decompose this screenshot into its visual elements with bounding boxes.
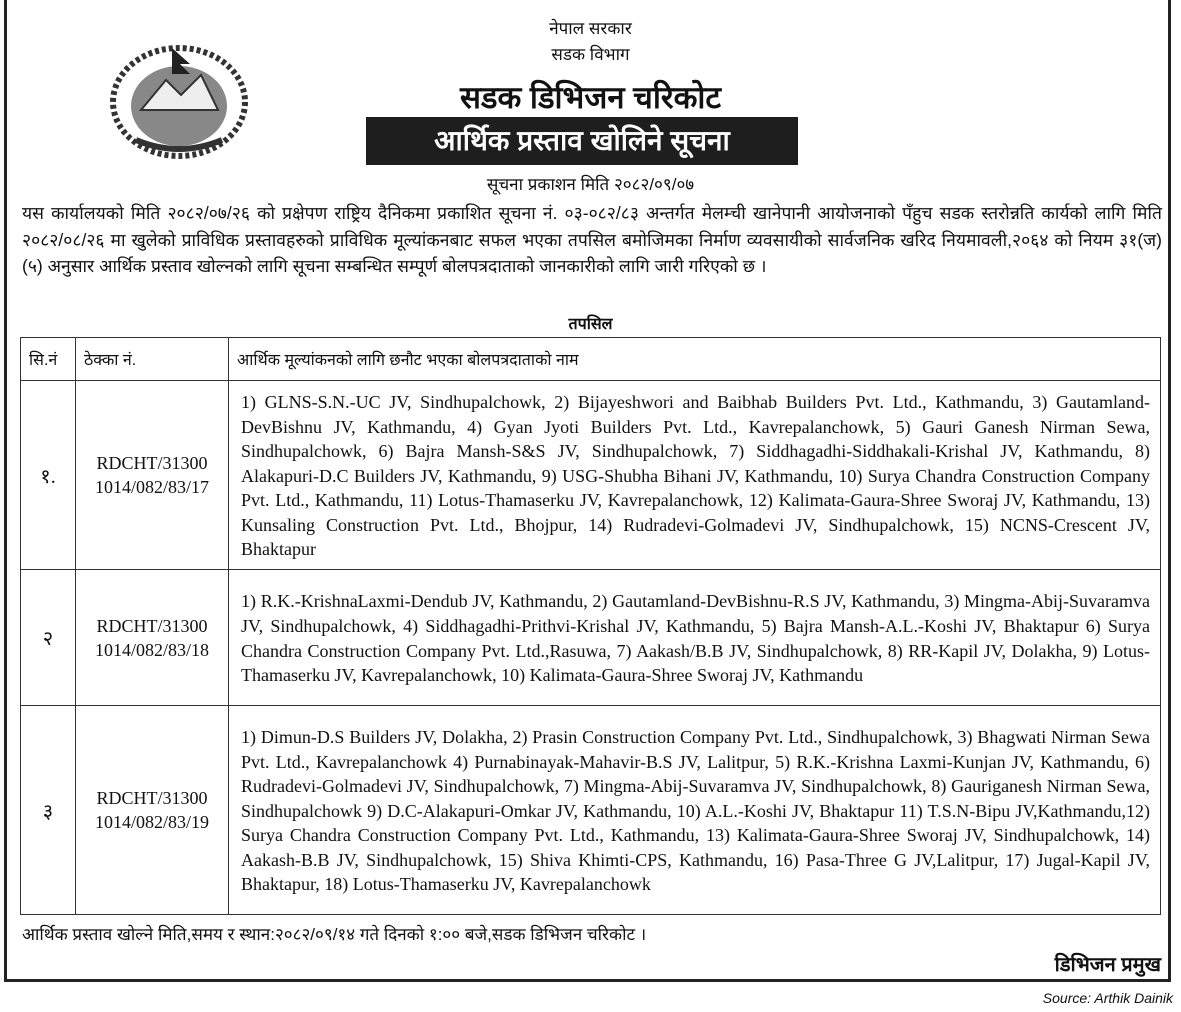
publication-date: सूचना प्रकाशन मिति २०८२/०९/०७ <box>486 175 695 194</box>
serial-number: १. <box>21 381 76 570</box>
source-credit: Source: Arthik Dainik <box>1042 990 1173 1006</box>
table-header-row <box>21 338 1161 381</box>
bidder-names: 1) GLNS-S.N.-UC JV, Sindhupalchowk, 2) Bijayeshwori and Baibhab Builders Pvt. Ltd., Kathmandu, 3) Gautamland-DevBishnu JV, Kathmandu, 4) Gyan Jyoti Builders Pvt. Ltd., Kavrepalanchowk, 5) Gauri Ganesh Nirman Sewa, Sindhupalchowk, 6) Bajra Mansh-S&S JV, Sindhupalchowk, 7) Siddhagadhi-Siddhakali-Krishal JV, Kathmandu, 8) Alakapuri-D.C Builders JV, Kathmandu, 9) USG-Shubha Bihani JV, Kathmandu, 10) Surya Chandra Construction Company Pvt. Ltd., Kathmandu, 11) Lotus-Thamaserku JV, Kavrepalanchowk, 12) Kalimata-Gaura-Shree Sworaj JV, Kathmandu, 13) Kunsaling Construction Pvt. Ltd., Bhojpur, 14) Rudradevi-Golmadevi JV, Sindhupalchowk, 15) NCNS-Crescent JV, Bhaktapur <box>229 381 1161 570</box>
header-bidders: आर्थिक मूल्यांकनको लागि छनौट भएका बोलपत्रदाताको नाम <box>229 338 1161 381</box>
bidder-names: 1) Dimun-D.S Builders JV, Dolakha, 2) Prasin Construction Company Pvt. Ltd., Sindhupalchowk, 3) Bhagwati Nirman Sewa Pvt. Ltd., Kavrepalanchowk 4) Purnabinayak-Mahavir-B.S JV, Lalitpur, 5) R.K.-Krishna Laxmi-Kunjan JV, Kathmandu, 6) Rudradevi-Golmadevi JV, Sindhupalchowk, 7) Mingma-Abij-Suvaramva JV, Sindhupalchowk, 8) Gauriganesh Nirman Sewa, Sindhupalchowk 9) D.C-Alakapuri-Omkar JV, Kathmandu, 10) A.L.-Koshi JV, Bhaktapur 11) T.S.N-Bipu JV,Kathmandu,12) Surya Chandra Construction Company Pvt. Ltd., Kathmandu, 13) Kalimata-Gaura-Shree Sworaj JV, Sindhupalchowk, 14) Aakash-B.B JV, Sindhupalchowk, 15) Shiva Khimti-CPS, Kathmandu, 16) Pasa-Three G JV,Lalitpur, 17) Jugal-Kapil JV, Bhaktapur, 18) Lotus-Thamaserku JV, Kavrepalanchowk <box>229 706 1161 915</box>
table-caption: तपसिल <box>568 316 613 333</box>
table-row <box>21 381 1161 570</box>
table-row <box>21 706 1161 915</box>
contract-number: RDCHT/31300 1014/082/83/18 <box>76 570 229 706</box>
notice-body: यस कार्यालयको मिति २०८२/०७/२६ को प्रक्षेपण राष्ट्रिय दैनिकमा प्रकाशित सूचना नं. ०३-०८२/८३ अन्तर्गत मेलम्ची खानेपानी आयोजनाको पँहुच सडक स्तरोन्नति कार्यको लागि मिति २०८२/०८/२६ मा खुलेको प्राविधिक प्रस्तावहरुको प्राविधिक मूल्यांकनबाट सफल भएका तपसिल बमोजिमका निर्माण व्यवसायीको सार्वजनिक खरिद नियमावली,२०६४ को नियम ३१(ज)(५) अनुसार आर्थिक प्रस्ताव खोल्नको लागि सूचना सम्बन्धित सम्पूर्ण बोलपत्रदाताको जानकारीको लागि जारी गरिएको छ । <box>22 203 1162 276</box>
department-name: सडक विभाग <box>551 45 630 64</box>
contract-number: RDCHT/31300 1014/082/83/17 <box>76 381 229 570</box>
government-name: नेपाल सरकार <box>549 19 632 38</box>
bidder-names: 1) R.K.-KrishnaLaxmi-Dendub JV, Kathmandu, 2) Gautamland-DevBishnu-R.S JV, Kathmandu, 3) Mingma-Abij-Suvaramva JV, Sindhupalchowk, 4) Siddhagadhi-Prithvi-Krishal JV, Kathmandu, 5) Bajra Mansh-A.L.-Koshi JV, Bhaktapur 6) Surya Chandra Construction Company Pvt. Ltd.,Rasuwa, 7) Aakash/B.B JV, Sindhupalchowk, 8) RR-Kapil JV, Dolakha, 9) Lotus-Thamaserku JV, Kavrepalanchowk, 10) Kalimata-Gaura-Shree Sworaj JV, Kathmandu <box>229 570 1161 706</box>
header-serial: सि.नं <box>21 338 76 381</box>
bidders-table <box>20 337 1161 915</box>
contract-number: RDCHT/31300 1014/082/83/19 <box>76 706 229 915</box>
office-name: सडक डिभिजन चरिकोट <box>459 80 722 115</box>
serial-number: २ <box>21 570 76 706</box>
notice-title: आर्थिक प्रस्ताव खोलिने सूचना <box>366 117 798 165</box>
serial-number: ३ <box>21 706 76 915</box>
opening-date-note: आर्थिक प्रस्ताव खोल्ने मिति,समय र स्थान:२०८२/०९/१४ गते दिनको १:०० बजे,सडक डिभिजन चरिकोट । <box>22 925 647 944</box>
table-row <box>21 570 1161 706</box>
header-contract: ठेक्का नं. <box>76 338 229 381</box>
signatory: डिभिजन प्रमुख <box>1054 954 1161 976</box>
